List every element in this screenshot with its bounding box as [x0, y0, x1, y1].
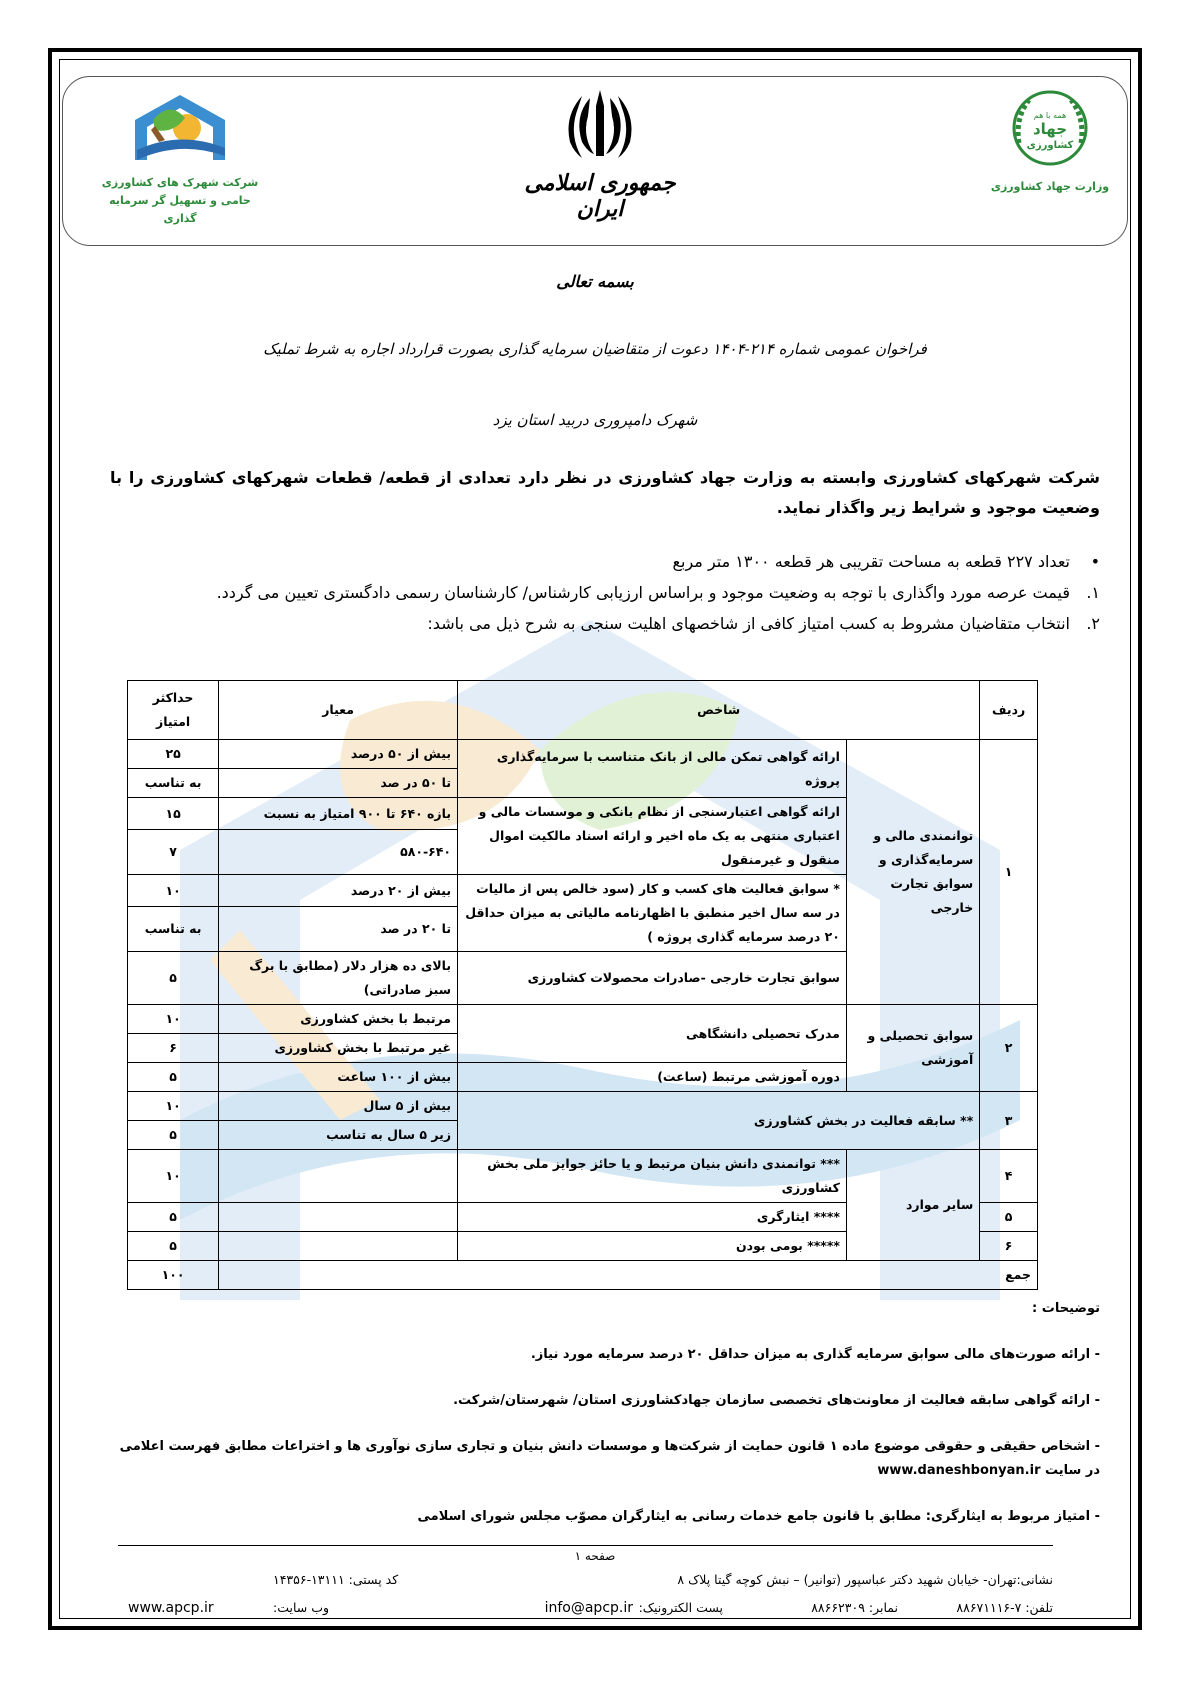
criterion-cell: بیش از ۵۰ درصد — [219, 740, 458, 769]
index-cell: **** ایثارگری — [458, 1203, 847, 1232]
index-cell: ارائه گواهی تمکن مالی از بانک متناسب با سرمایه‌گذاری پروژه — [458, 740, 847, 798]
right-caption: وزارت جهاد کشاورزی — [990, 180, 1110, 193]
basmala: بسمه تعالی — [556, 272, 634, 291]
row-number: ۶ — [980, 1232, 1038, 1261]
list-marker: • — [1090, 552, 1100, 571]
table-header-row — [128, 681, 1038, 740]
footer-divider — [118, 1545, 1053, 1546]
score-cell: ۷ — [128, 830, 219, 875]
score-cell: ۵ — [128, 952, 219, 1005]
list-item-text: تعداد ۲۲۷ قطعه به مساحت تقریبی هر قطعه ۱۳۰۰ متر مربع — [672, 552, 1070, 571]
criterion-cell — [219, 1150, 458, 1203]
footer-phone: تلفن: ۷-۸۸۶۷۱۱۱۶ — [956, 1600, 1053, 1615]
list-item-text: قیمت عرصه مورد واگذاری با توجه به وضعیت موجود و براساس ارزیابی کارشناس/ کارشناسان رسمی دادگستری تعیین می گردد. — [216, 583, 1070, 602]
iran-caption: جمهوری اسلامی ایران — [524, 170, 676, 222]
notes-title: توضیحات : — [1032, 1301, 1100, 1316]
footer-address: نشانی:تهران- خیابان شهید دکتر عباسپور (توانیر) – نبش کوچه گیتا پلاک ۸ — [677, 1572, 1053, 1587]
header-row-no: ردیف — [980, 681, 1038, 740]
note-item: - ارائه گواهی سابقه فعالیت از معاونت‌های تخصصی سازمان جهادکشاورزی استان/ شهرستان/شرکت. — [453, 1393, 1100, 1408]
score-cell: به تناسب — [128, 769, 219, 798]
criterion-cell: بیش از ۱۰۰ ساعت — [219, 1063, 458, 1092]
note-item: - اشخاص حقیقی و حقوقی موضوع ماده ۱ قانون حمایت از شرکت‌ها و موسسات دانش بنیان و تجاری سازی نوآوری ها و اختراعات مطابق فهرست اعلامی در سایت www.daneshbonyan.ir — [119, 1439, 1100, 1478]
intro-paragraph: شرکت شهرکهای کشاورزی وابسته به وزارت جهاد کشاورزی در نظر دارد تعدادی از قطعه/ قطعات شهرکهای کشاورزی را با وضعیت موجود و شرایط زیر واگذار نماید. — [110, 468, 1100, 517]
note-item: - ارائه صورت‌های مالی سوابق سرمایه گذاری به میزان حداقل ۲۰ درصد سرمایه مورد نیاز. — [530, 1347, 1100, 1362]
row-number: ۳ — [980, 1092, 1038, 1150]
note-item: - امتیاز مربوط به ایثارگری: مطابق با قانون جامع خدمات رسانی به ایثارگران مصوّب مجلس شورای اسلامی — [417, 1509, 1100, 1524]
index-cell: * سوابق فعالیت های کسب و کار (سود خالص پس از مالیات در سه سال اخیر منطبق با اظهارنامه مالیاتی به میزان حداقل ۲۰ درصد سرمایه گذاری پروژه ) — [458, 875, 847, 952]
criterion-cell: زیر ۵ سال به تناسب — [219, 1121, 458, 1150]
logo-text-1: جهاد — [1032, 120, 1068, 138]
location-title: شهرک دامپروری دربید استان یزد — [492, 411, 698, 429]
row-number: ۴ — [980, 1150, 1038, 1203]
criterion-cell: مرتبط با بخش کشاورزی — [219, 1005, 458, 1034]
index-cell: *** توانمندی دانش بنیان مرتبط و یا حائز جوایز ملی بخش کشاورزی — [458, 1150, 847, 1203]
iran-emblem — [520, 86, 680, 226]
page-number: صفحه ۱ — [574, 1549, 616, 1563]
footer-web-label: وب سایت: — [273, 1600, 330, 1615]
header-max-score: حداکثر امتیاز — [128, 681, 219, 740]
ministry-wheat-emblem-icon — [1005, 88, 1095, 168]
agri-towns-company-logo — [95, 90, 265, 230]
footer-fax: نمابر: ۸۸۶۶۲۳۰۹ — [811, 1600, 898, 1615]
ministry-logo — [990, 88, 1110, 228]
criterion-cell: غیر مرتبط با بخش کشاورزی — [219, 1034, 458, 1063]
footer-email-label: پست الکترونیک: — [638, 1600, 723, 1615]
list-marker: ۱. — [1086, 583, 1100, 602]
left-caption-1: شرکت شهرک های کشاورزی — [101, 176, 259, 189]
header-criterion: معیار — [219, 681, 458, 740]
index-cell: دوره آموزشی مرتبط (ساعت) — [458, 1063, 847, 1092]
score-cell: ۱۰ — [128, 875, 219, 907]
index-cell: ***** بومی بودن — [458, 1232, 847, 1261]
table-total-row — [128, 1261, 1038, 1290]
total-label: جمع — [219, 1261, 1038, 1290]
logo-text-2: کشاورزی — [1026, 140, 1074, 151]
table-row — [128, 1005, 1038, 1034]
footer-website[interactable]: www.apcp.ir — [128, 1600, 214, 1616]
criterion-cell: تا ۲۰ در صد — [219, 907, 458, 952]
score-cell: ۲۵ — [128, 740, 219, 769]
header-index: شاخص — [458, 681, 980, 740]
criteria-table — [127, 680, 1038, 1290]
score-cell: ۵ — [128, 1063, 219, 1092]
index-cell: سوابق تجارت خارجی -صادرات محصولات کشاورزی — [458, 952, 847, 1005]
footer-email[interactable]: info@apcp.ir — [544, 1600, 633, 1616]
score-cell: ۶ — [128, 1034, 219, 1063]
criterion-cell: بالای ده هزار دلار (مطابق با برگ سبز صادراتی) — [219, 952, 458, 1005]
criterion-cell: بیش از ۲۰ درصد — [219, 875, 458, 907]
footer-postal: کد پستی: ۱۳۱۱۱-۱۴۳۵۶ — [273, 1572, 399, 1587]
score-cell: ۵ — [128, 1203, 219, 1232]
iran-emblem-icon — [560, 86, 640, 166]
group-title: سوابق تحصیلی و آموزشی — [846, 1005, 979, 1092]
list-item — [120, 546, 1100, 577]
call-title: فراخوان عمومی شماره ۲۱۴-۱۴۰۴ دعوت از متقاضیان سرمایه گذاری بصورت قرارداد اجاره به شرط تملیک — [263, 340, 927, 358]
conditions-list — [120, 546, 1100, 639]
list-item-text: انتخاب متقاضیان مشروط به کسب امتیاز کافی از شاخصهای اهلیت سنجی به شرح ذیل می باشد: — [427, 614, 1070, 633]
list-item — [120, 577, 1100, 608]
row-number: ۵ — [980, 1203, 1038, 1232]
criterion-cell — [219, 1203, 458, 1232]
score-cell: ۱۵ — [128, 798, 219, 830]
score-cell: ۵ — [128, 1232, 219, 1261]
group-title: توانمندی مالی و سرمایه‌گذاری و سوابق تجارت خارجی — [846, 740, 979, 1005]
row-number: ۲ — [980, 1005, 1038, 1092]
score-cell: ۱۰ — [128, 1150, 219, 1203]
index-cell: مدرک تحصیلی دانشگاهی — [458, 1005, 847, 1063]
table-row — [128, 740, 1038, 769]
score-cell: ۵ — [128, 1121, 219, 1150]
list-item — [120, 608, 1100, 639]
list-marker: ۲. — [1086, 614, 1100, 633]
logo-small-text: همه با هم — [1033, 111, 1067, 120]
total-value: ۱۰۰ — [128, 1261, 219, 1290]
index-cell: ارائه گواهی اعتبارسنجی از نظام بانکی و موسسات مالی و اعتباری منتهی به یک ماه اخیر و ارائه اسناد مالکیت اموال منقول و غیرمنقول — [458, 798, 847, 875]
agri-towns-emblem-icon — [125, 90, 235, 170]
score-cell: به تناسب — [128, 907, 219, 952]
score-cell: ۱۰ — [128, 1005, 219, 1034]
table-row — [128, 1092, 1038, 1121]
notes-section — [110, 1297, 1100, 1551]
criterion-cell: ۵۸۰-۶۴۰ — [219, 830, 458, 875]
criterion-cell: تا ۵۰ در صد — [219, 769, 458, 798]
criterion-cell — [219, 1232, 458, 1261]
criterion-cell: بازه ۶۴۰ تا ۹۰۰ امتیاز به نسبت — [219, 798, 458, 830]
row-number: ۱ — [980, 740, 1038, 1005]
criterion-cell: بیش از ۵ سال — [219, 1092, 458, 1121]
group-title: ** سابقه فعالیت در بخش کشاورزی — [458, 1092, 980, 1150]
score-cell: ۱۰ — [128, 1092, 219, 1121]
left-caption-2: حامی و تسهیل گر سرمایه گذاری — [109, 194, 251, 225]
group-title: سایر موارد — [846, 1150, 979, 1261]
table-row — [128, 1150, 1038, 1203]
